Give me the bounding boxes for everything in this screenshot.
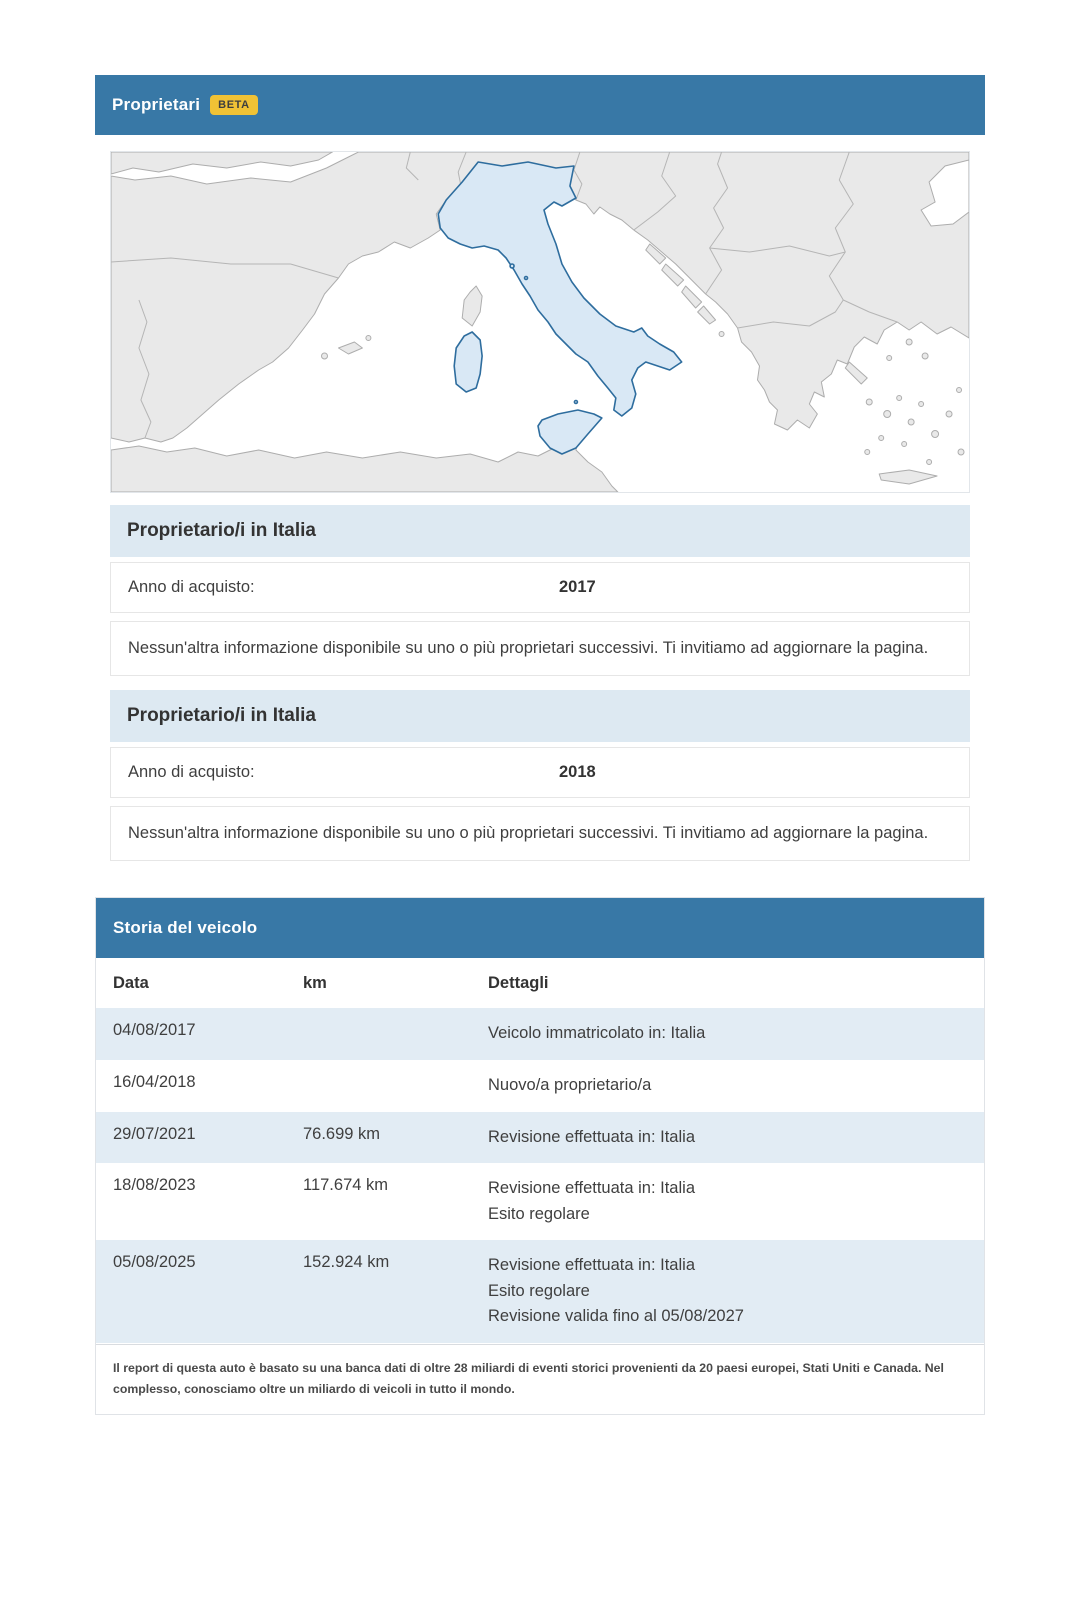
detail-line: Revisione effettuata in: Italia bbox=[488, 1127, 695, 1146]
owners-panel-body bbox=[95, 135, 985, 875]
purchase-year-value: 2018 bbox=[559, 763, 596, 782]
purchase-year-value: 2017 bbox=[559, 578, 596, 596]
europe-map bbox=[110, 151, 970, 493]
cell-details bbox=[471, 1253, 984, 1330]
owner-section-heading bbox=[110, 690, 970, 742]
owner-section-1 bbox=[110, 505, 970, 676]
detail-line: Revisione effettuata in: Italia bbox=[488, 1179, 695, 1198]
cell-details bbox=[471, 1176, 984, 1227]
table-row bbox=[96, 1112, 984, 1164]
cell-date: 16/04/2018 bbox=[113, 1073, 196, 1091]
cell-date: 29/07/2021 bbox=[113, 1124, 196, 1143]
cell-km: 152.924 km bbox=[303, 1253, 390, 1272]
history-panel-title: Storia del veicolo bbox=[113, 918, 258, 938]
aeolian-island-dot bbox=[574, 401, 577, 404]
owner-note: Nessun'altra informazione disponibile su uno o più proprietari successivi. Ti invitiamo ad aggiornare la pagina. bbox=[110, 621, 970, 676]
column-header-km: km bbox=[303, 974, 327, 993]
elba-island-dot bbox=[510, 264, 514, 268]
purchase-year-label: Anno di acquisto: bbox=[128, 578, 255, 596]
cell-date: 05/08/2025 bbox=[113, 1253, 196, 1272]
owner-note: Nessun'altra informazione disponibile su uno o più proprietari successivi. Ti invitiamo ad aggiornare la pagina. bbox=[110, 806, 970, 861]
owner-section-heading bbox=[110, 505, 970, 557]
history-table bbox=[96, 958, 984, 1343]
detail-line: Veicolo immatricolato in: Italia bbox=[488, 1024, 706, 1043]
table-header-row bbox=[96, 958, 984, 1008]
cell-details bbox=[471, 1125, 984, 1151]
cell-details bbox=[471, 1073, 984, 1099]
owner-section-title: Proprietario/i in Italia bbox=[127, 705, 316, 727]
table-body bbox=[96, 1008, 984, 1343]
report-page bbox=[95, 75, 985, 1525]
detail-line: Nuovo/a proprietario/a bbox=[488, 1076, 652, 1094]
table-row bbox=[96, 1008, 984, 1060]
detail-line: Esito regolare bbox=[488, 1281, 590, 1300]
owner-section-title: Proprietario/i in Italia bbox=[127, 520, 316, 541]
cell-date: 18/08/2023 bbox=[113, 1176, 196, 1195]
europe-map-svg bbox=[111, 152, 969, 492]
column-header-dettagli: Dettagli bbox=[488, 974, 549, 993]
owners-panel-header bbox=[95, 75, 985, 135]
purchase-year-row bbox=[110, 747, 970, 798]
report-footnote: Il report di questa auto è basato su una banca dati di oltre 28 miliardi di eventi storici provenienti da 20 paesi europei, Stati Uniti e Canada. Nel complesso, conosciamo oltre un miliardo di veicoli in tutto il mondo. bbox=[96, 1344, 984, 1414]
column-header-data: Data bbox=[113, 974, 149, 993]
cell-date: 04/08/2017 bbox=[113, 1021, 196, 1040]
owner-section-2 bbox=[110, 690, 970, 861]
table-row bbox=[96, 1163, 984, 1240]
purchase-year-label: Anno di acquisto: bbox=[128, 763, 255, 782]
detail-line: Esito regolare bbox=[488, 1204, 590, 1223]
owners-panel bbox=[95, 75, 985, 875]
detail-line: Revisione valida fino al 05/08/2027 bbox=[488, 1307, 744, 1326]
history-panel bbox=[95, 897, 985, 1415]
beta-badge: BETA bbox=[210, 95, 258, 114]
cell-details bbox=[471, 1021, 984, 1047]
cell-km: 117.674 km bbox=[303, 1176, 388, 1195]
small-island-dot bbox=[525, 277, 528, 280]
table-row bbox=[96, 1240, 984, 1343]
history-panel-header bbox=[96, 898, 984, 958]
cell-km: 76.699 km bbox=[303, 1124, 381, 1143]
owners-panel-title: Proprietari bbox=[112, 95, 201, 114]
detail-line: Revisione effettuata in: Italia bbox=[488, 1256, 695, 1275]
table-row bbox=[96, 1060, 984, 1112]
purchase-year-row bbox=[110, 562, 970, 613]
